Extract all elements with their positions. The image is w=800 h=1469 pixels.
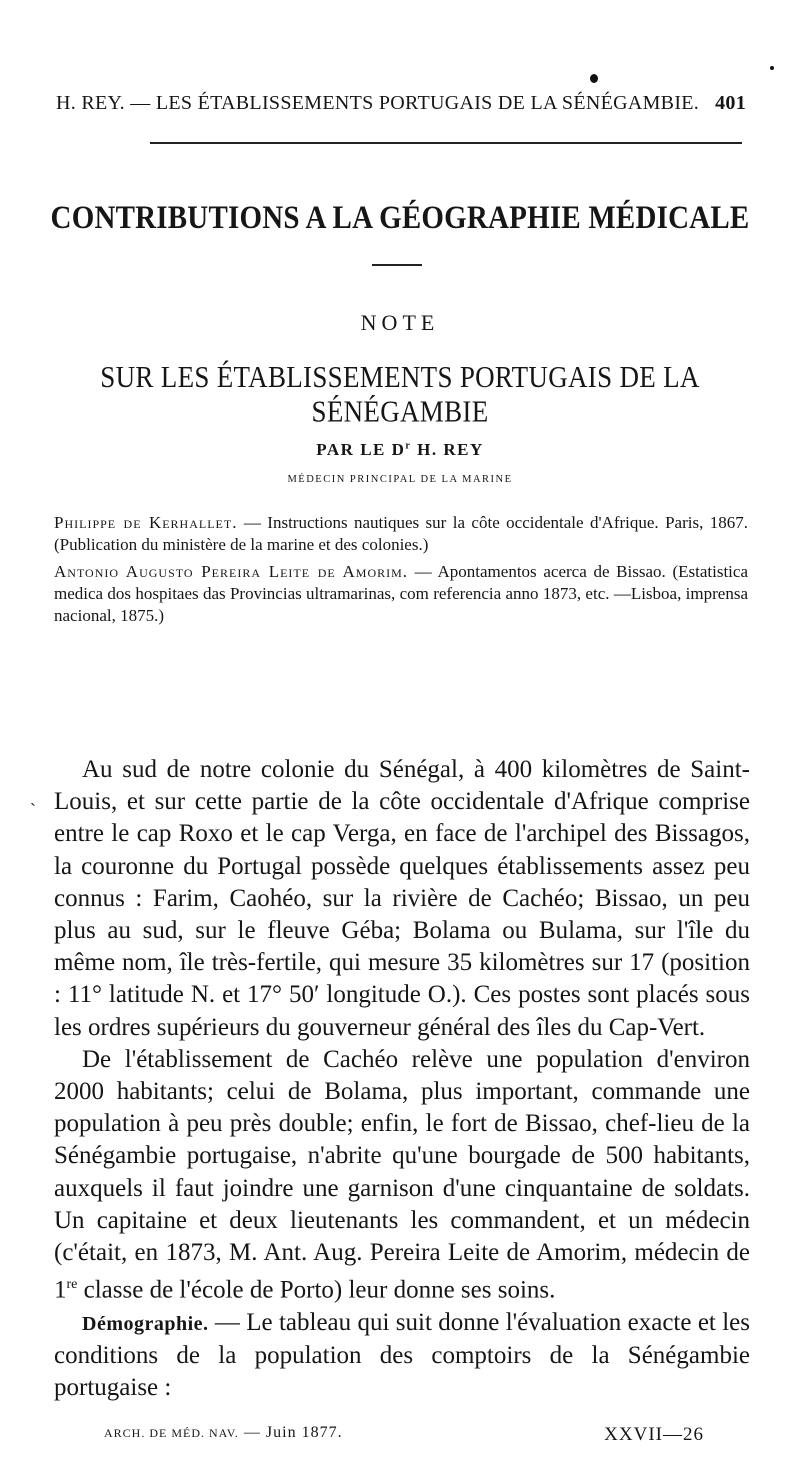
reference-author: Philippe de Kerhallet.: [54, 513, 238, 532]
reference-text: — Instructions nautiques sur la côte occidentale d'Afrique. Paris, 1867. (Publication du ministère de la marine et des colonies.): [54, 513, 748, 554]
paragraph-text: De l'établissement de Cachéo relève une population d'environ 2000 habitants; celui de Bolama, plus important, commande une population à peu près double; enfin, le fort de Bissao, chef-lieu de la Sénégambie portugaise, n'abrite qu'une bourgade de 500 habitants, auxquels il faut joindre une garnison d'une cinquantaine de soldats. Un capitaine et deux lieutenants les commandent, et un médecin (c'était, en 1873, M. Ant. Aug. Pereira Leite de Amorim, médecin de 1: [54, 1045, 750, 1304]
journal-name: ARCH. DE MÉD. NAV.: [104, 1426, 239, 1440]
paragraph: [54, 1044, 750, 1307]
author-role: MÉDECIN PRINCIPAL DE LA MARINE: [287, 474, 513, 485]
paragraph: [54, 1307, 750, 1405]
paragraph-text: — Le tableau qui suit donne l'évaluation exacte et les conditions de la population des comptoirs de la Sénégambie portugaise :: [54, 1308, 750, 1402]
body-text: [54, 754, 750, 1404]
page-number: 401: [715, 92, 746, 114]
footer-journal: [104, 1424, 343, 1442]
byline-sup: r: [405, 440, 412, 452]
ordinal-sup: re: [66, 1277, 78, 1293]
reference-item: [54, 561, 748, 627]
title-divider: [372, 264, 422, 266]
byline-prefix: PAR LE D: [316, 440, 406, 459]
reference-item: [54, 512, 748, 556]
paragraph: [54, 754, 750, 1044]
running-head: [56, 92, 746, 120]
journal-date: — Juin 1877.: [238, 1424, 343, 1441]
note-label: NOTE: [360, 310, 440, 335]
article-title: CONTRIBUTIONS A LA GÉOGRAPHIE MÉDICALE: [50, 200, 750, 236]
ink-dot: [770, 66, 774, 70]
footer: [104, 1424, 704, 1448]
signature-mark: XXVII—26: [604, 1424, 704, 1445]
byline-author: H. REY: [411, 440, 484, 459]
ink-dot: [590, 74, 598, 83]
running-head-title: H. REY. — LES ÉTABLISSEMENTS PORTUGAIS DE LA SÉNÉGAMBIE.: [56, 92, 700, 114]
paragraph-text: classe de l'école de Porto) leur donne ses soins.: [77, 1276, 556, 1304]
header-rule: [150, 142, 742, 144]
byline: [40, 440, 760, 460]
reference-text: — Apontamentos acerca de Bissao. (Estatistica medica dos hospitaes das Provincias ultramarinas, com referencia anno 1873, etc. —Lisboa, imprensa nacional, 1875.): [54, 562, 748, 625]
reference-author: Antonio Augusto Pereira Leite de Amorim.: [54, 562, 409, 581]
margin-mark: ˎ: [30, 786, 36, 806]
bibliography: [54, 512, 748, 632]
paragraph-text: Au sud de notre colonie du Sénégal, à 400 kilomètres de Saint-Louis, et sur cette partie de la côte occidentale d'Afrique comprise entre le cap Roxo et le cap Verga, en face de l'archipel des Bissagos, la couronne du Portugal possède quelques établissements assez peu connus : Farim, Caohéo, sur la rivière de Cachéo; Bissao, un peu plus au sud, sur le fleuve Géba; Bolama ou Bulama, sur l'île du même nom, île très-fertile, qui mesure 35 kilomètres sur 17 (position : 11° latitude N. et 17° 50′ longitude O.). Ces postes sont placés sous les ordres supérieurs du gouverneur général des îles du Cap-Vert.: [54, 756, 750, 1041]
article-subtitle: SUR LES ÉTABLISSEMENTS PORTUGAIS DE LA SÉNÉGAMBIE: [100, 360, 700, 429]
section-lead: Démographie.: [82, 1312, 209, 1335]
